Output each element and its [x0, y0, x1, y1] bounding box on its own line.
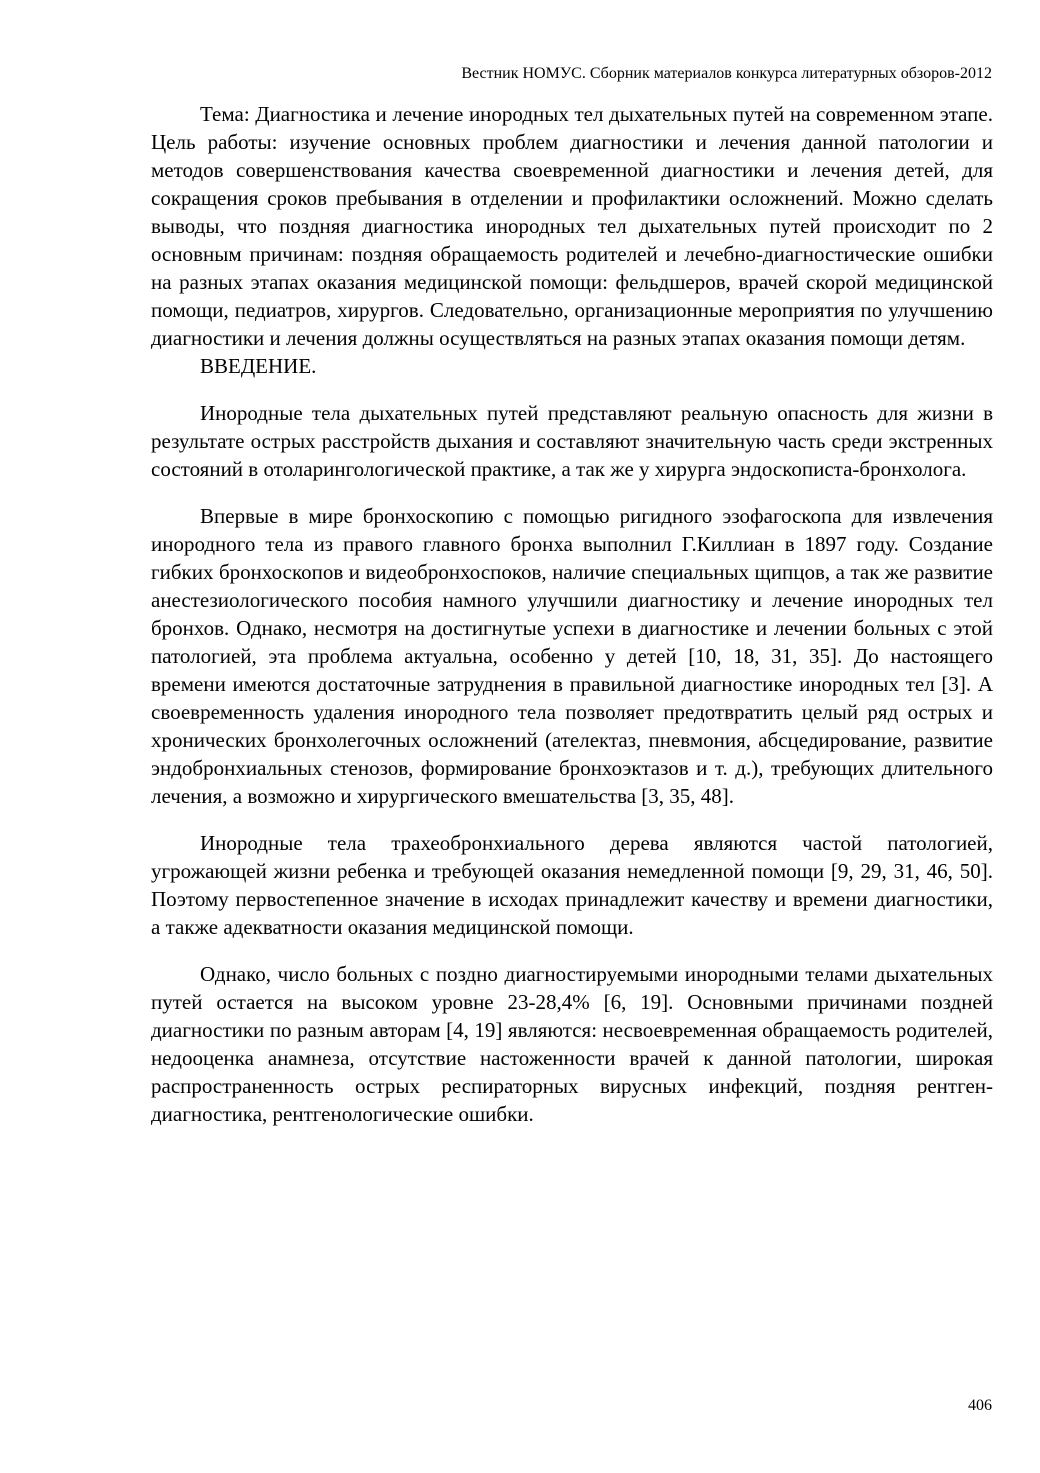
body-paragraph-4: Однако, число больных с поздно диагностируемыми инородными телами дыхательных путей остается на высоком уровне 23-28,4% [6, 19]. Основными причинами поздней диагностики по разным авторам [4, 19] являются: несвоевременная обращаемость родителей, недооценка анамнеза, отсутствие настоженности врачей к данной патологии, широкая распространенность острых респираторных вирусных инфекций, поздняя рентген-диагностика, рентгенологические ошибки. — [151, 962, 993, 1126]
section-heading: ВВЕДЕНИЕ. — [200, 354, 317, 378]
body-paragraph-3: Инородные тела трахеобронхиального дерева являются частой патологией, угрожающей жизни ребенка и требующей оказания немедленной помощи [9, 29, 31, 46, 50]. Поэтому первостепенное значение в исходах принадлежит качеству и времени диагностики, а также адекватности оказания медицинской помощи. — [151, 831, 993, 939]
body-paragraph-1: Инородные тела дыхательных путей представляют реальную опасность для жизни в результате острых расстройств дыхания и составляют значительную часть среди экстренных состояний в отоларингологической практике, а так же у хирурга эндоскописта-бронхолога. — [151, 401, 993, 481]
body-paragraph-2: Впервые в мире бронхоскопию с помощью ригидного эзофагоскопа для извлечения инородного тела из правого главного бронха выполнил Г.Киллиан в 1897 году. Создание гибких бронхоскопов и видеобронхоспоков, наличие специальных щипцов, а так же развитие анестезиологического пособия намного улучшили диагностику и лечение инородных тел бронхов. Однако, несмотря на достигнутые успехи в диагностике и лечении больных с этой патологией, эта проблема актуальна, особенно у детей [10, 18, 31, 35]. До настоящего времени имеются достаточные затруднения в правильной диагностике инородных тел [3]. А своевременность удаления инородного тела позволяет предотвратить целый ряд острых и хронических бронхолегочных осложнений (ателектаз, пневмония, абсцедирование, развитие эндобронхиальных стенозов, формирование бронхоэктазов и т. д.), требующих длительного лечения, а возможно и хирургического вмешательства [3, 35, 48]. — [151, 504, 993, 808]
abstract-paragraph: Тема: Диагностика и лечение инородных тел дыхательных путей на современном этапе. Цель работы: изучение основных проблем диагностики и лечения данной патологии и методов совершенствования качества своевременной диагностики и лечения детей, для сокращения сроков пребывания в отделении и профилактики осложнений. Можно сделать выводы, что поздняя диагностика инородных тел дыхательных путей происходит по 2 основным причинам: поздняя обращаемость родителей и лечебно-диагностические ошибки на разных этапах оказания медицинской помощи: фельдшеров, врачей скорой медицинской помощи, педиатров, хирургов. Следовательно, организационные мероприятия по улучшению диагностики и лечения должны осуществляться на разных этапах оказания помощи детям. — [151, 102, 993, 350]
page-content — [151, 100, 993, 1128]
page-number: 406 — [968, 1397, 992, 1414]
running-header: Вестник НОМУС. Сборник материалов конкурса литературных обзоров-2012 — [461, 65, 992, 82]
